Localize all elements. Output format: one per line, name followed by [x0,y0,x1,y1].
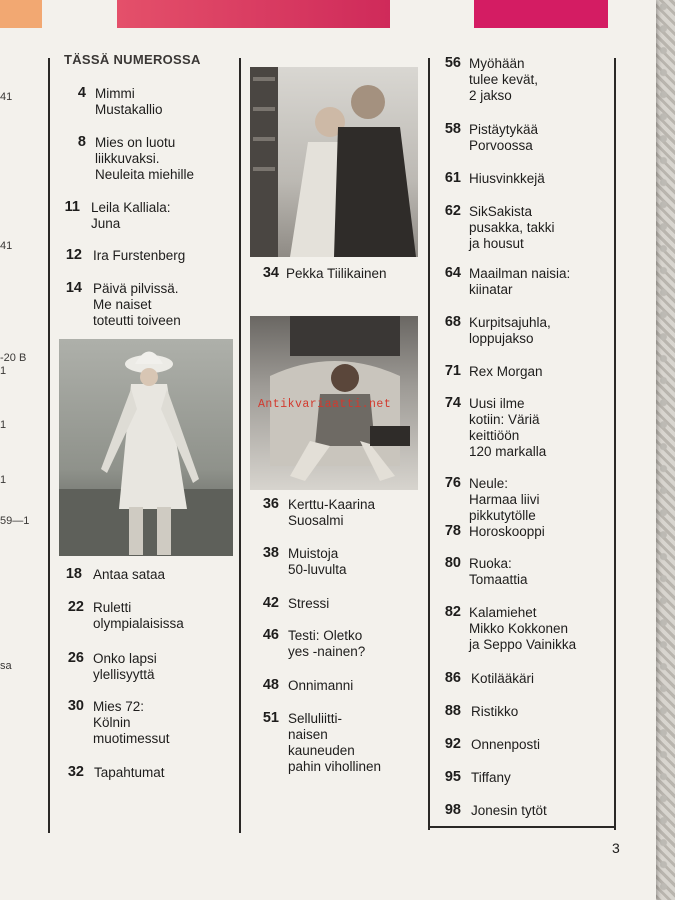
page-number: 95 [444,769,461,785]
page-number: 78 [444,523,461,539]
article-title: Hiusvinkkejä [469,171,545,186]
photo-woman-in-raincoat [59,339,233,556]
page-number: 76 [444,475,461,491]
column-rule [239,58,241,833]
article-title: Selluliitti- naisen kauneuden pahin vihollinen [288,711,382,774]
article-title: Ristikko [471,704,519,719]
page-number: 22 [67,599,84,615]
article-title: Stressi [288,596,330,611]
color-bar-pink [117,0,390,28]
article-title: Maailman naisia: kiinatar [469,266,571,297]
article-title: Tiffany [471,770,511,785]
page-number: 86 [444,670,461,686]
edge-number: 1 [0,474,7,486]
raincoat-figure-illustration [59,339,233,556]
article-title: Mimmi Mustakallio [95,86,163,117]
column-rule [48,58,50,833]
page-number: 30 [67,698,84,714]
page-number: 36 [262,496,279,512]
article-title: Uusi ilme kotiin: Väriä keittiöön 120 markalla [469,396,547,459]
article-title: Tapahtumat [94,765,165,780]
page-number: 74 [444,395,461,411]
edge-number: -20 B [0,352,27,364]
article-title: Ruoka: Tomaattia [469,556,528,587]
page-number: 46 [262,627,279,643]
article-title: Mies 72: Kölnin muotimessut [93,699,170,746]
page-number: 32 [67,764,84,780]
article-title: Antaa sataa [93,567,166,582]
watermark-text: Antikvariaatti.net [258,398,392,411]
page-number: 48 [262,677,279,693]
article-title: Muistoja 50-luvulta [288,546,347,577]
column-rule [614,58,616,830]
article-title: Mies on luotu liikkuvaksi. Neuleita miehille [95,135,195,182]
article-title: Ira Furstenberg [93,248,186,263]
article-title: SikSakista pusakka, takki ja housut [469,204,555,251]
page-number: 62 [444,203,461,219]
article-title: Horoskooppi [469,524,545,539]
article-title: Testi: Oletko yes -nainen? [288,628,366,659]
page-number: 92 [444,736,461,752]
article-title: Onnimanni [288,678,354,693]
page-number: 68 [444,314,461,330]
color-bar-orange [0,0,42,28]
column-rule [428,58,430,830]
article-title: Myöhään tulee kevät, 2 jakso [469,56,539,103]
article-title: Rex Morgan [469,364,543,379]
page-number: 42 [262,595,279,611]
page-number: 38 [262,545,279,561]
contents-heading: TÄSSÄ NUMEROSSA [64,52,201,67]
page-number: 14 [65,280,82,296]
page-number: 51 [262,710,279,726]
article-title: Kerttu-Kaarina Suosalmi [288,497,376,528]
page-number: 61 [444,170,461,186]
article-title: Päivä pilvissä. Me naiset toteutti toiveen [93,281,181,328]
edge-number: 41 [0,240,13,252]
edge-number: 59—1 [0,515,30,527]
page-number: 64 [444,265,461,281]
article-title: Kalamiehet Mikko Kokkonen ja Seppo Vainikka [469,605,577,652]
page-number: 71 [444,363,461,379]
article-title: Jonesin tytöt [471,803,547,818]
page-number: 26 [67,650,84,666]
page-number: 18 [65,566,82,582]
article-title: Ruletti olympialaisissa [93,600,184,631]
page-number: 34 [262,265,279,281]
edge-number: sa [0,660,12,672]
article-title: Onnenposti [471,737,541,752]
photo-couple [250,67,418,257]
article-title: Kurpitsajuhla, loppujakso [469,315,551,346]
article-title: Onko lapsi ylellisyyttä [93,651,157,682]
page-number: 12 [65,247,82,263]
page-number: 82 [444,604,461,620]
article-title: Neule: Harmaa liivi pikkutytölle [469,476,540,523]
page-number: 80 [444,555,461,571]
article-title: Pistäytykää Porvoossa [469,122,539,153]
bottom-rule [428,826,616,828]
page-number: 88 [444,703,461,719]
edge-number: 1 [0,419,7,431]
page-number: 98 [444,802,461,818]
page-number: 11 [64,199,80,215]
article-title: Leila Kalliala: Juna [91,200,171,231]
page-number: 58 [444,121,461,137]
couple-illustration [250,67,418,257]
page-number: 8 [77,134,86,150]
page-number: 56 [444,55,461,71]
page-number-footer: 3 [612,840,620,856]
color-bar-magenta [474,0,608,28]
article-title: Pekka Tiilikainen [286,266,387,281]
edge-number: 41 [0,91,13,103]
page-number: 4 [77,85,86,101]
article-title: Kotilääkäri [471,671,535,686]
edge-number: 1 [0,365,7,377]
